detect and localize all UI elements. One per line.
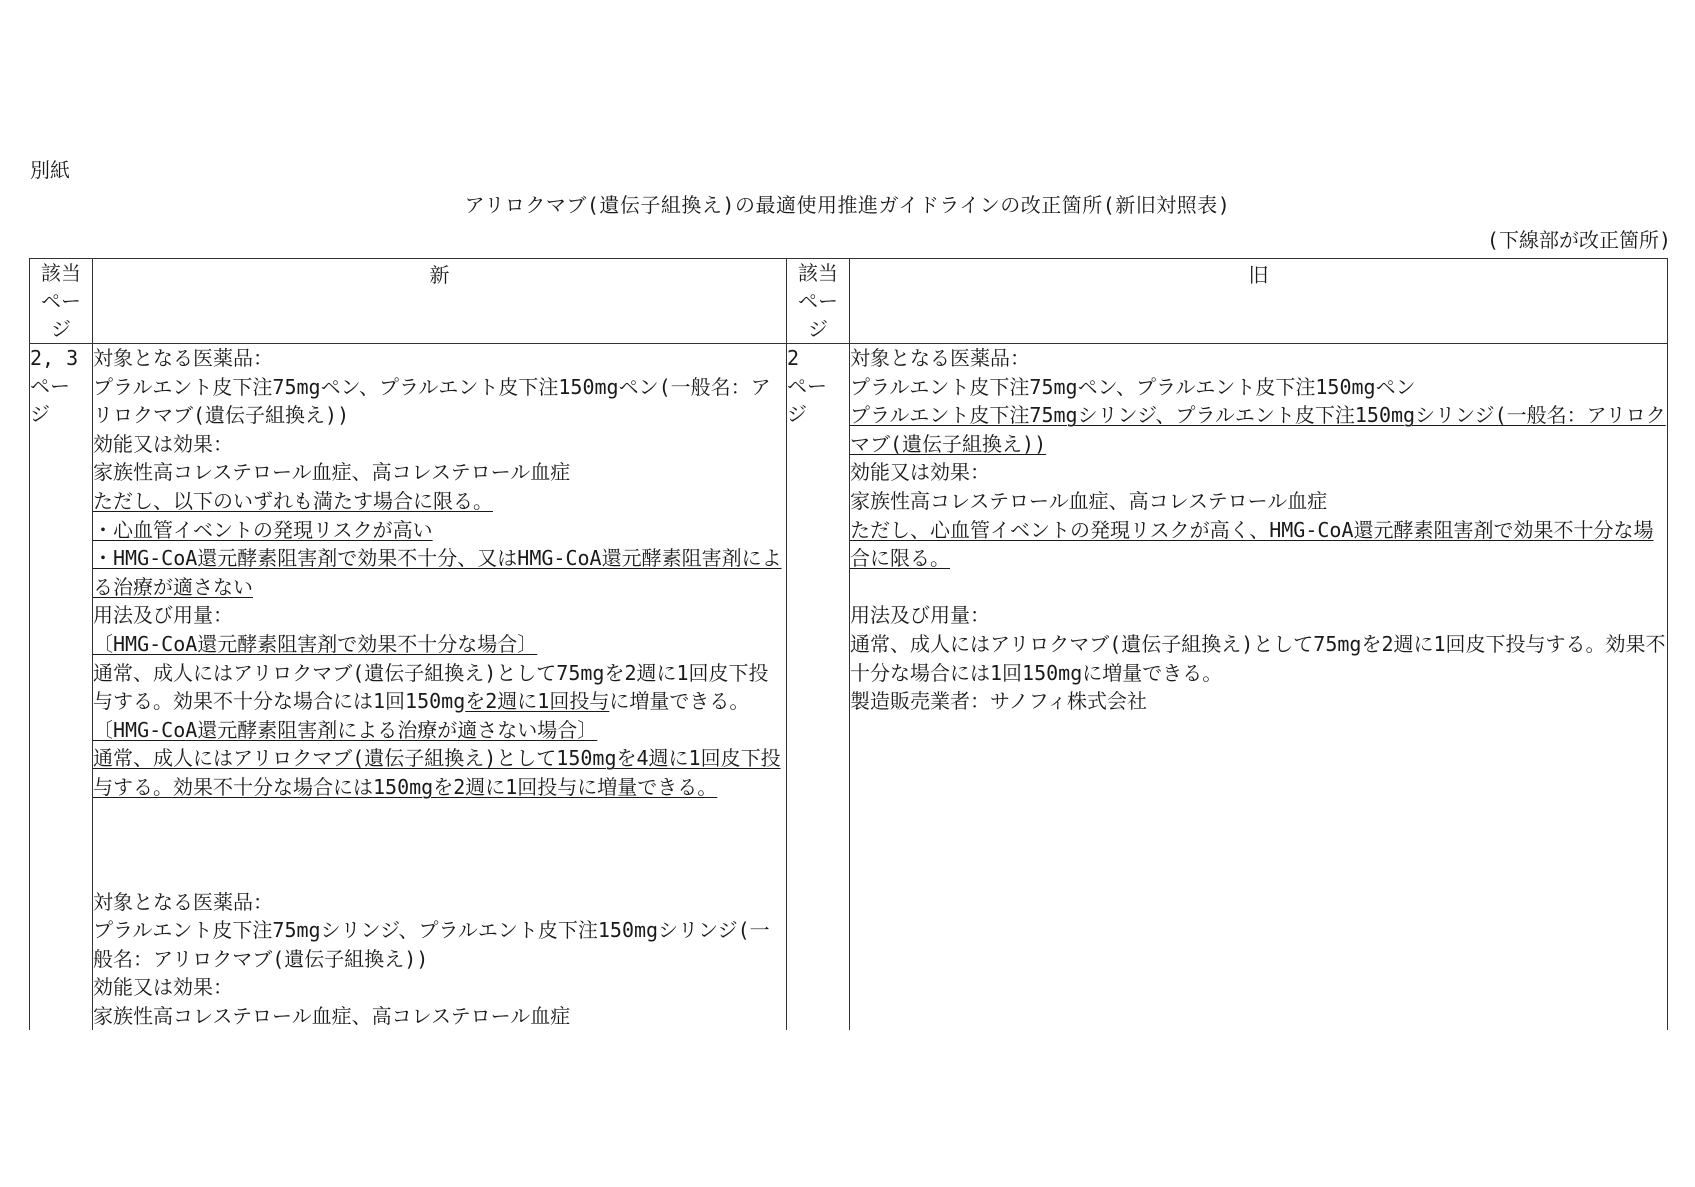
document-title: アリロクマブ(遺伝子組換え)の最適使用推進ガイドラインの改正箇所(新旧対照表) xyxy=(464,193,1231,217)
old-effect-label: 効能又は効果： xyxy=(850,460,990,485)
old-content-cell xyxy=(850,344,1668,1031)
header-page-new: 該当 ペー ジ xyxy=(30,259,93,344)
old-manufacturer: 製造販売業者：サノフィ株式会社 xyxy=(850,689,1147,714)
new-condition-1: ・心血管イベントの発現リスクが高い xyxy=(93,517,433,542)
underline-note: (下線部が改正箇所) xyxy=(1486,228,1671,252)
header-old: 旧 xyxy=(850,259,1668,344)
new-effect-text: 家族性高コレステロール血症、高コレステロール血症 xyxy=(93,460,571,485)
old-drug-text-2: プラルエント皮下注75mgシリンジ、プラルエント皮下注150mgシリンジ(一般名：アリロクマブ(遺伝子組換え)) xyxy=(850,403,1666,456)
page-cell-old: 2 ペー ジ xyxy=(787,344,850,1031)
spacer xyxy=(850,573,1667,602)
new-drug-label: 対象となる医薬品： xyxy=(93,346,273,370)
new-drug2-label: 対象となる医薬品： xyxy=(93,889,273,914)
new-condition-2: ・HMG-CoA還元酵素阻害剤で効果不十分、又はHMG-CoA還元酵素阻害剤による治療が適さない xyxy=(93,546,782,599)
old-dosage-text: 通常、成人にはアリロクマブ(遺伝子組換え)として75mgを2週に1回皮下投与する。効果不十分な場合には1回150mgに増量できる。 xyxy=(850,631,1666,685)
new-effect2-label: 効能又は効果： xyxy=(93,975,233,1000)
new-drug2-text: プラルエント皮下注75mgシリンジ、プラルエント皮下注150mgシリンジ(一般名：アリロクマブ(遺伝子組換え)) xyxy=(93,918,770,971)
new-case1-heading: 〔HMG-CoA還元酵素阻害剤で効果不十分な場合〕 xyxy=(93,631,538,656)
new-case2-heading: 〔HMG-CoA還元酵素阻害剤による治療が適さない場合〕 xyxy=(93,717,598,742)
attachment-label: 別紙 xyxy=(30,158,70,182)
old-drug-label: 対象となる医薬品： xyxy=(850,346,1030,370)
comparison-table xyxy=(29,258,1668,1030)
new-effect2-text: 家族性高コレステロール血症、高コレステロール血症 xyxy=(93,1003,571,1028)
table-header-row xyxy=(30,259,1668,344)
table-row xyxy=(30,344,1668,1031)
old-dosage-label: 用法及び用量： xyxy=(850,603,990,628)
new-dosage-label: 用法及び用量： xyxy=(93,603,233,628)
new-content-cell xyxy=(93,344,787,1031)
new-effect-label: 効能又は効果： xyxy=(93,431,233,456)
header-page-old: 該当 ペー ジ xyxy=(787,259,850,344)
header-new: 新 xyxy=(93,259,787,344)
spacer xyxy=(93,802,786,888)
old-effect-text: 家族性高コレステロール血症、高コレステロール血症 xyxy=(850,488,1328,513)
old-drug-text-1: プラルエント皮下注75mgペン、プラルエント皮下注150mgペン xyxy=(850,374,1416,399)
new-case1-text: 通常、成人にはアリロクマブ(遺伝子組換え)として75mgを2週に1回皮下投与する。効果不十分な場合には1回150mgを2週に1回投与に増量できる。 xyxy=(93,660,769,714)
new-condition-intro: ただし、以下のいずれも満たす場合に限る。 xyxy=(93,488,493,513)
new-case2-text: 通常、成人にはアリロクマブ(遺伝子組換え)として150mgを4週に1回皮下投与する。効果不十分な場合には150mgを2週に1回投与に増量できる。 xyxy=(93,746,781,799)
old-condition: ただし、心血管イベントの発現リスクが高く、HMG-CoA還元酵素阻害剤で効果不十分な場合に限る。 xyxy=(850,517,1654,571)
new-drug-text: プラルエント皮下注75mgペン、プラルエント皮下注150mgペン(一般名：アリロクマブ(遺伝子組換え)) xyxy=(93,374,771,428)
page-cell-new: 2, 3 ペー ジ xyxy=(30,344,93,1031)
